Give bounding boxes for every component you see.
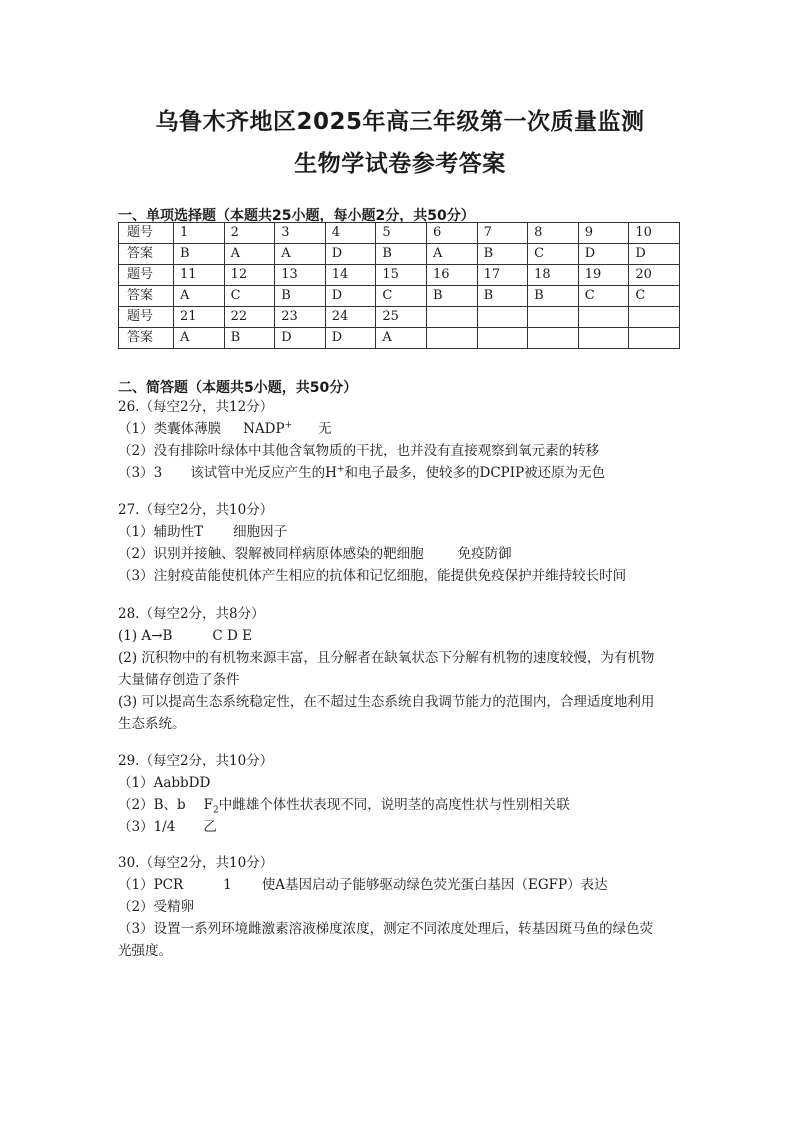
q26-header: 26.（每空2分，共12分） <box>118 399 274 415</box>
q29-answer-3 <box>118 816 217 838</box>
table-cell: B <box>275 286 326 307</box>
table-cell: B <box>376 244 427 265</box>
q26-3-sup: + <box>336 464 345 475</box>
table-cell: D <box>275 328 326 349</box>
table-cell: C <box>578 286 629 307</box>
q27-header: 27.（每空2分，共10分） <box>118 502 274 518</box>
table-cell <box>578 328 629 349</box>
q30-1-a: （1）PCR <box>118 877 184 893</box>
table-cell: C <box>224 286 275 307</box>
q26-1-a: （1）类囊体薄膜 <box>118 421 222 437</box>
row-label: 题号 <box>119 223 174 244</box>
table-cell: 1 <box>174 223 225 244</box>
table-cell: 20 <box>629 265 680 286</box>
q29-2-c: 中雌雄个体性状表现不同，说明茎的高度性状与性别相关联 <box>218 797 570 813</box>
q27-2-b: 免疫防御 <box>457 546 512 562</box>
q30-1-c: 使A基因启动子能够驱动绿色荧光蛋白基因（EGFP）表达 <box>261 877 608 893</box>
table-cell: A <box>174 328 225 349</box>
table-cell: B <box>528 286 579 307</box>
table-cell: 14 <box>325 265 376 286</box>
q29-2-b: F <box>203 797 214 813</box>
table-cell: A <box>426 244 477 265</box>
table-cell: 7 <box>477 223 528 244</box>
q27-1-a: （1）辅助性T <box>118 524 204 540</box>
q29-2-sub: 2 <box>213 805 219 816</box>
table-row <box>119 307 680 328</box>
q26-3-a: （3）3 <box>118 465 163 481</box>
table-cell <box>629 307 680 328</box>
q30-header: 30.（每空2分，共10分） <box>118 855 274 871</box>
table-cell: B <box>426 286 477 307</box>
table-cell: 6 <box>426 223 477 244</box>
document-subtitle: 生物学试卷参考答案 <box>294 151 506 177</box>
table-cell: 22 <box>224 307 275 328</box>
q30-answer-1 <box>118 874 608 896</box>
table-cell <box>477 307 528 328</box>
q26-1-sup: + <box>284 420 293 431</box>
table-cell: 9 <box>578 223 629 244</box>
table-cell: 18 <box>528 265 579 286</box>
document-title: 乌鲁木齐地区2025年高三年级第一次质量监测 <box>155 109 645 135</box>
q30-answer-3: （3）设置一系列环境雌激素溶液梯度浓度，测定不同浓度处理后，转基因斑马鱼的绿色荧 <box>118 921 654 937</box>
q29-answer-2 <box>118 794 570 816</box>
q28-answer-1 <box>118 625 252 647</box>
q29-3-a: （3）1/4 <box>118 819 176 835</box>
q30-1-b: 1 <box>223 877 232 893</box>
row-label: 答案 <box>119 244 174 265</box>
row-label: 题号 <box>119 265 174 286</box>
q28-answer-2: (2) 沉积物中的有机物来源丰富，且分解者在缺氧状态下分解有机物的速度较慢，为有机物 <box>118 650 655 666</box>
table-row <box>119 328 680 349</box>
q28-answer-3: (3) 可以提高生态系统稳定性，在不超过生态系统自我调节能力的范围内，合理适度地利用 <box>118 694 655 710</box>
q27-1-b: 细胞因子 <box>233 524 288 540</box>
table-cell: A <box>224 244 275 265</box>
table-cell: 12 <box>224 265 275 286</box>
q26-3-b: 该试管中光反应产生的H <box>190 465 337 481</box>
q29-2-a: （2）B、b <box>118 797 186 813</box>
table-cell: 17 <box>477 265 528 286</box>
q28-header: 28.（每空2分，共8分） <box>118 606 265 622</box>
answer-table <box>118 222 680 349</box>
table-cell: C <box>376 286 427 307</box>
table-cell: 23 <box>275 307 326 328</box>
table-cell: A <box>275 244 326 265</box>
table-cell: 19 <box>578 265 629 286</box>
q29-header: 29.（每空2分，共10分） <box>118 753 274 769</box>
table-cell: B <box>224 328 275 349</box>
table-cell: A <box>174 286 225 307</box>
q29-3-b: 乙 <box>203 819 217 835</box>
table-cell: C <box>528 244 579 265</box>
table-row <box>119 265 680 286</box>
table-cell <box>629 328 680 349</box>
q26-answer-2: （2）没有排除叶绿体中其他含氧物质的干扰，也并没有直接观察到氧元素的转移 <box>118 443 600 459</box>
q26-answer-1 <box>118 418 332 440</box>
table-cell: 21 <box>174 307 225 328</box>
table-cell <box>426 307 477 328</box>
table-cell: B <box>174 244 225 265</box>
section2-heading: 二、简答题（本题共5小题，共50分） <box>118 380 358 396</box>
q26-1-b: NADP <box>243 421 285 437</box>
table-cell <box>578 307 629 328</box>
q29-answer-1: （1）AabbDD <box>118 775 211 791</box>
q28-answer-3-cont: 生态系统。 <box>118 716 186 732</box>
table-cell: 5 <box>376 223 427 244</box>
row-label: 题号 <box>119 307 174 328</box>
table-cell: 15 <box>376 265 427 286</box>
table-cell: B <box>477 244 528 265</box>
table-cell: 2 <box>224 223 275 244</box>
table-cell <box>528 307 579 328</box>
table-cell <box>426 328 477 349</box>
table-cell: 11 <box>174 265 225 286</box>
table-cell: D <box>325 286 376 307</box>
q27-answer-3: （3）注射疫苗能使机体产生相应的抗体和记忆细胞，能提供免疫保护并维持较长时间 <box>118 568 627 584</box>
table-cell: D <box>325 328 376 349</box>
table-cell: 13 <box>275 265 326 286</box>
q30-answer-2: （2）受精卵 <box>118 899 195 915</box>
table-cell: C <box>629 286 680 307</box>
table-cell: 25 <box>376 307 427 328</box>
q28-1-b: C D E <box>212 628 252 644</box>
q26-answer-3 <box>118 462 605 484</box>
table-cell: 24 <box>325 307 376 328</box>
table-row <box>119 244 680 265</box>
table-row <box>119 223 680 244</box>
table-cell <box>477 328 528 349</box>
table-cell: A <box>376 328 427 349</box>
table-cell: B <box>477 286 528 307</box>
table-cell: 8 <box>528 223 579 244</box>
table-cell: 3 <box>275 223 326 244</box>
q26-1-c: 无 <box>318 421 332 437</box>
table-cell: D <box>578 244 629 265</box>
q27-answer-1 <box>118 521 287 543</box>
section1-heading: 一、单项选择题（本题共25小题，每小题2分，共50分） <box>118 208 475 224</box>
table-cell: 16 <box>426 265 477 286</box>
q28-1-a: (1) A→B <box>118 628 173 644</box>
q26-3-c: 和电子最多，使较多的DCPIP被还原为无色 <box>344 465 606 481</box>
q28-answer-2-cont: 大量储存创造了条件 <box>118 672 240 688</box>
q30-answer-3-cont: 光强度。 <box>118 943 172 959</box>
row-label: 答案 <box>119 328 174 349</box>
table-cell <box>528 328 579 349</box>
table-cell: 10 <box>629 223 680 244</box>
table-cell: D <box>325 244 376 265</box>
q27-2-a: （2）识别并接触、裂解被同样病原体感染的靶细胞 <box>118 546 424 562</box>
q27-answer-2 <box>118 543 512 565</box>
table-cell: D <box>629 244 680 265</box>
row-label: 答案 <box>119 286 174 307</box>
table-row <box>119 286 680 307</box>
table-cell: 4 <box>325 223 376 244</box>
